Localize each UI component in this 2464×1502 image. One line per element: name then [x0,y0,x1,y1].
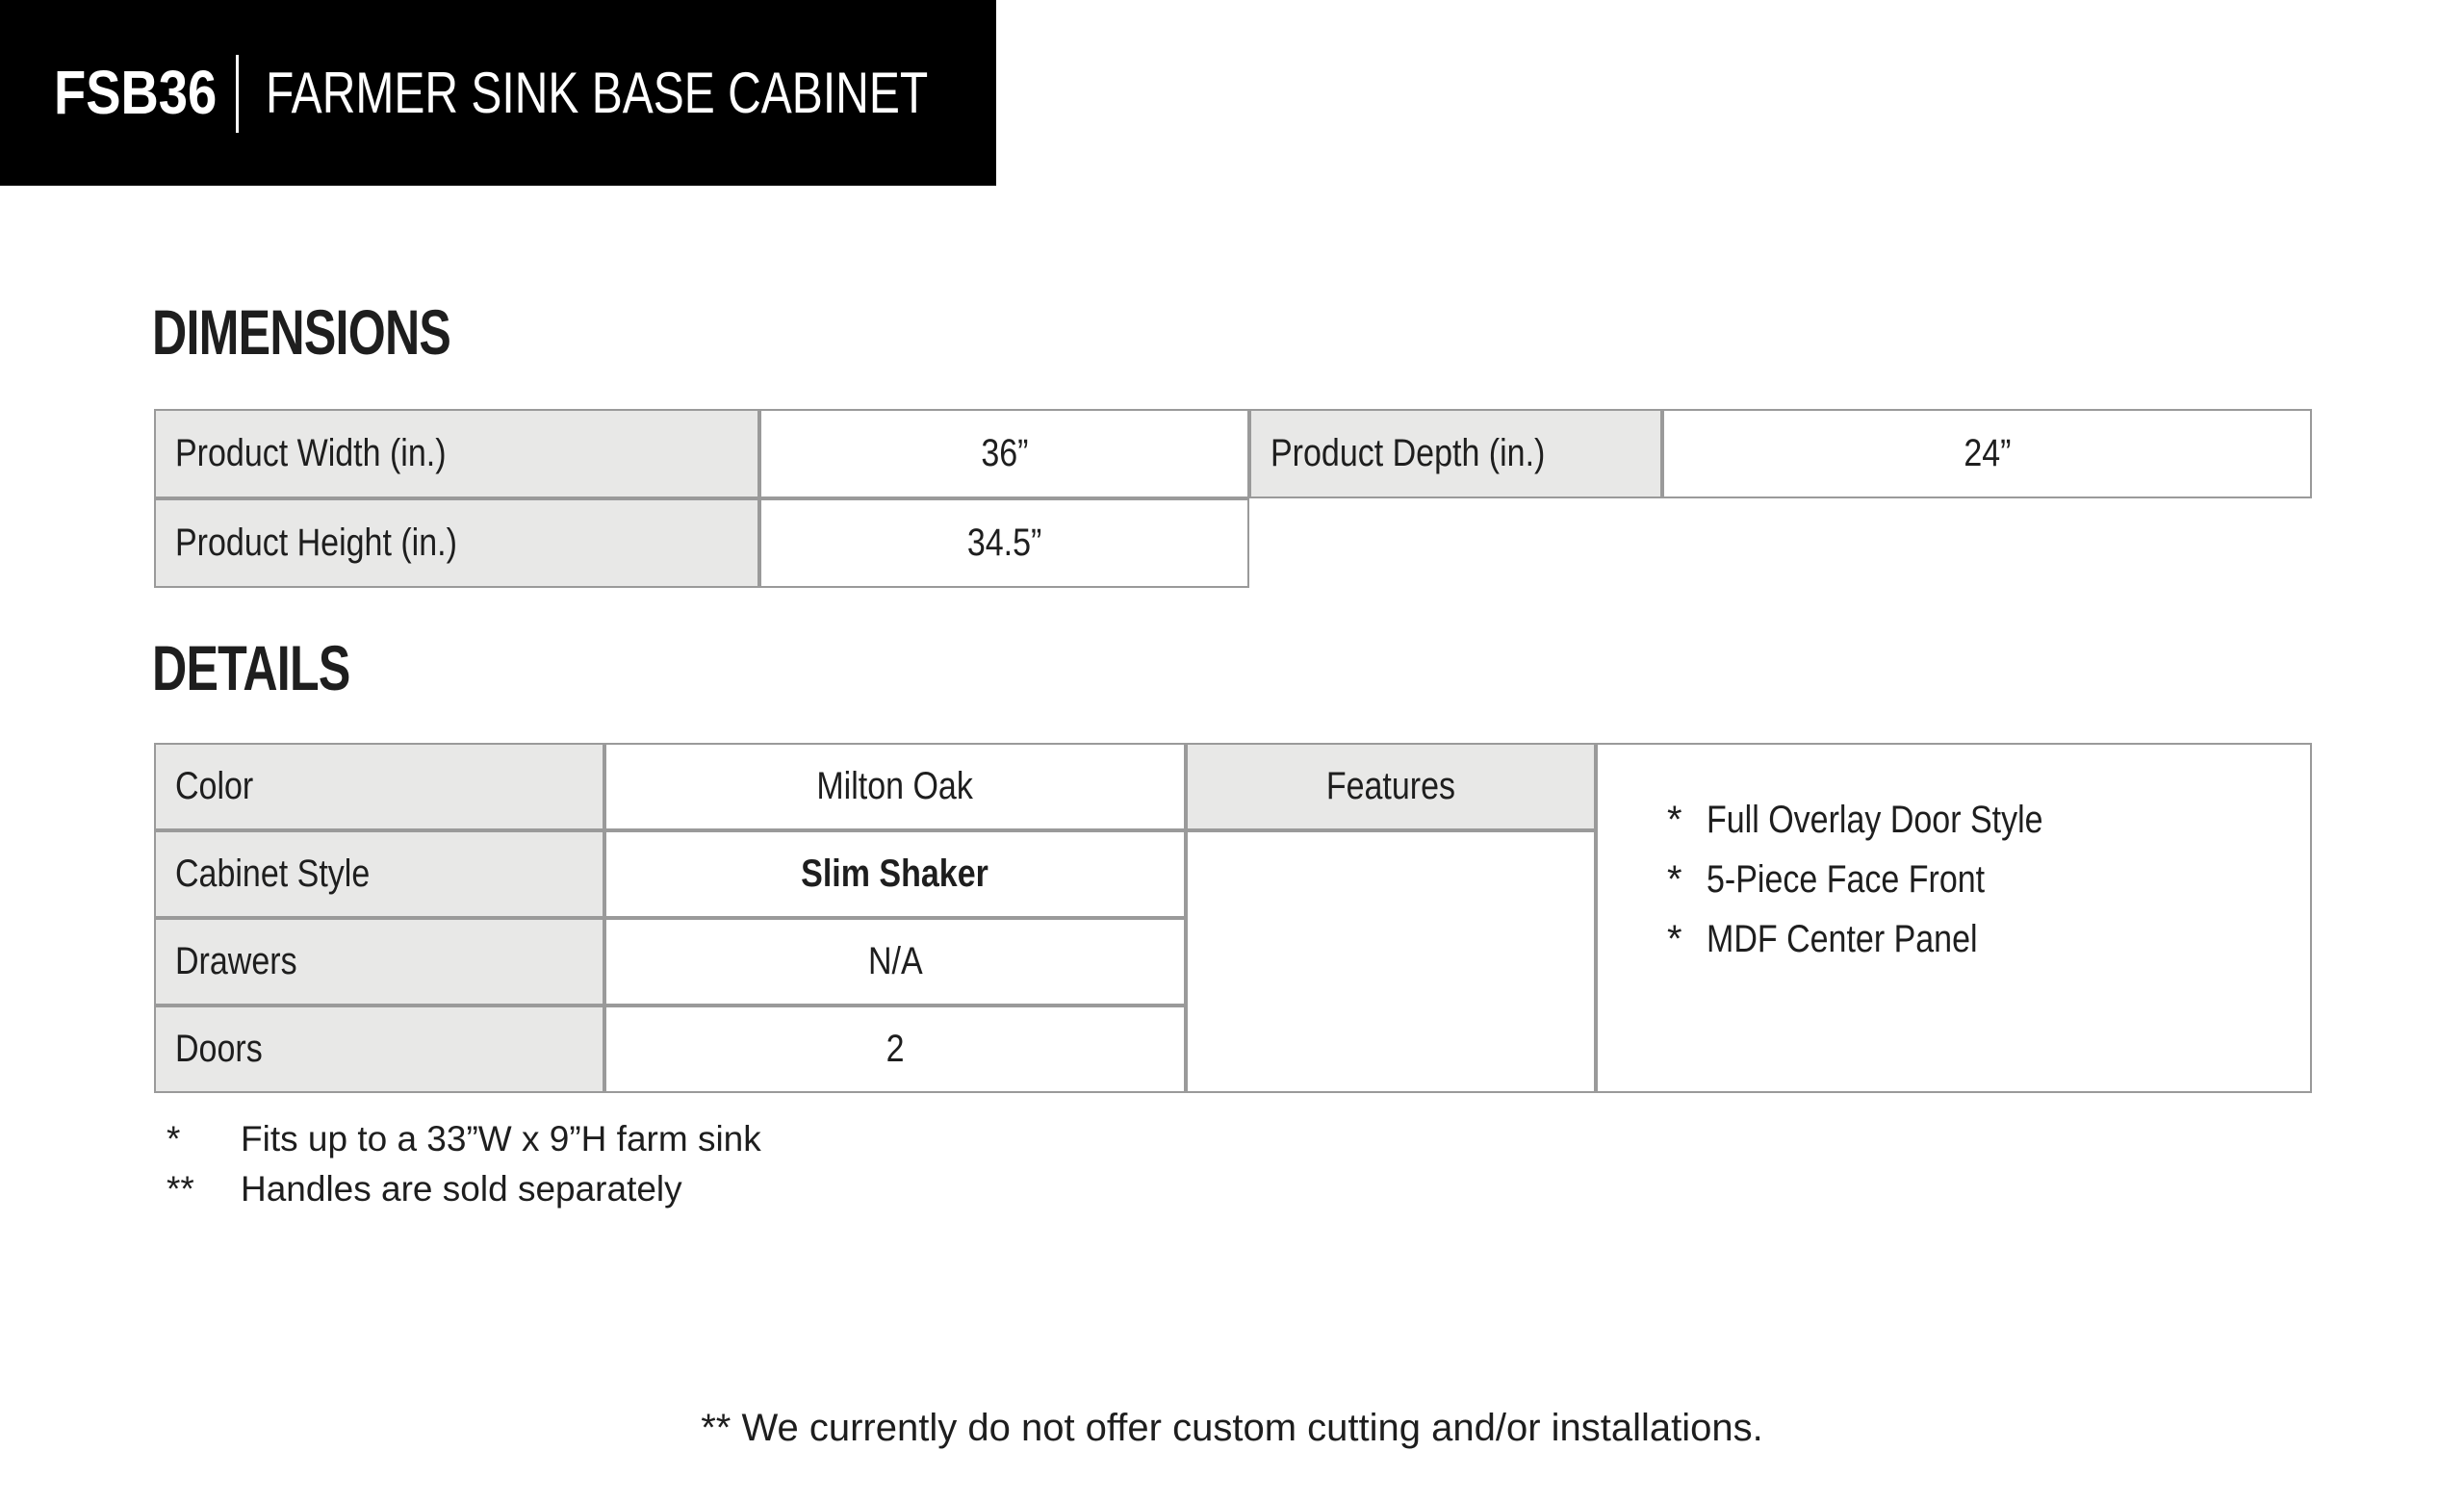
dimension-label-height [154,498,759,588]
dimension-value-width-text: 36” [980,432,1029,474]
dimension-label-width [154,409,759,498]
footnotes [154,1114,761,1214]
dimension-label-depth-text: Product Depth (in.) [1270,432,1546,474]
features-header-text: Features [1325,765,1456,807]
dimension-value-height [759,498,1249,588]
feature-item [1667,909,2300,969]
detail-label-drawers [154,918,604,1006]
detail-value-color [604,743,1186,830]
detail-value-drawers [604,918,1186,1006]
detail-value-cabinet-style [604,830,1186,918]
detail-label-doors [154,1006,604,1093]
product-model-code: FSB36 [54,58,218,127]
dimensions-table [154,409,2312,588]
detail-label-cabinet-style [154,830,604,918]
detail-label-drawers-text: Drawers [175,940,297,982]
feature-item [1667,850,2300,909]
dimension-label-depth [1249,409,1662,498]
feature-bullet: * [1667,858,1682,901]
feature-item-text: MDF Center Panel [1707,918,1978,960]
features-header-cell [1186,743,1596,830]
detail-value-color-text: Milton Oak [816,765,974,807]
feature-bullet: * [1667,799,1682,841]
feature-bullet: * [1667,918,1682,960]
details-table [154,743,2312,1093]
product-title: FARMER SINK BASE CABINET [266,61,929,125]
dimension-value-depth-text: 24” [1963,432,2012,474]
features-list-cell [1596,743,2312,1093]
details-heading: DETAILS [152,632,350,703]
features-spacer-cell [1186,830,1596,1093]
detail-value-doors-text: 2 [886,1028,905,1070]
custom-cutting-note: ** We currently do not offer custom cutting and/or installations. [701,1407,1763,1449]
detail-value-cabinet-style-text: Slim Shaker [801,853,989,895]
detail-label-cabinet-style-text: Cabinet Style [175,853,371,895]
detail-label-color [154,743,604,830]
dimension-label-width-text: Product Width (in.) [175,432,447,474]
footnote-text: Fits up to a 33”W x 9”H farm sink [241,1119,761,1158]
feature-item [1667,790,2300,850]
dimensions-heading: DIMENSIONS [152,296,451,368]
footnote-marker: * [167,1119,181,1158]
dimension-value-width [759,409,1249,498]
dimension-label-height-text: Product Height (in.) [175,522,457,564]
footnote-farm-sink [154,1114,761,1164]
dimension-value-depth [1662,409,2312,498]
detail-label-doors-text: Doors [175,1028,263,1070]
product-banner [0,0,996,186]
detail-label-color-text: Color [175,765,254,807]
banner-divider [236,55,239,133]
dimension-value-height-text: 34.5” [966,522,1042,564]
footnote-handles [154,1164,761,1214]
detail-value-doors [604,1006,1186,1093]
footnote-marker: ** [167,1169,194,1209]
feature-item-text: 5-Piece Face Front [1707,858,1986,901]
dimensions-empty-area [1249,498,2312,588]
footnote-text: Handles are sold separately [241,1169,682,1209]
detail-value-drawers-text: N/A [867,940,923,982]
feature-item-text: Full Overlay Door Style [1707,799,2043,841]
